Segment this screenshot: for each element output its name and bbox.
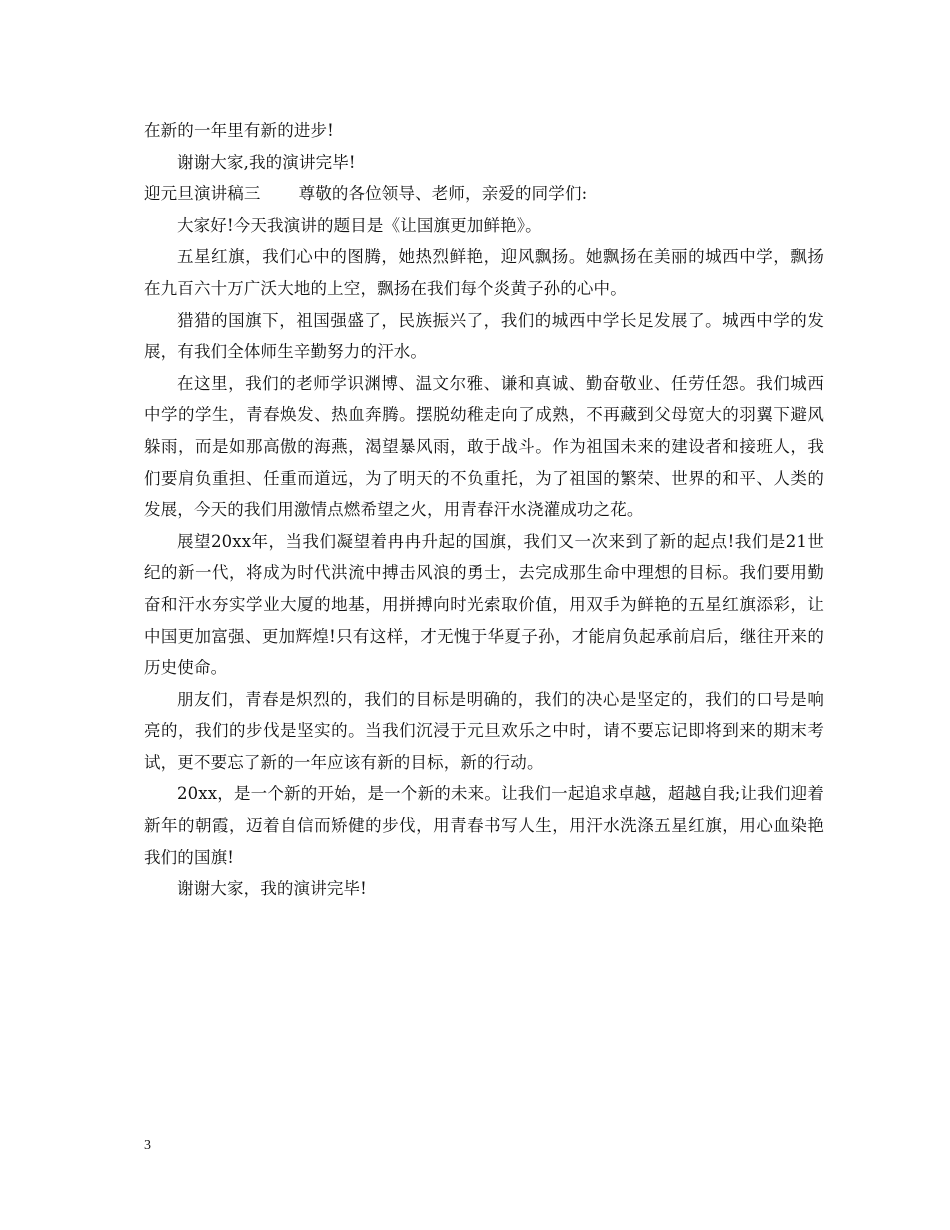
paragraph-thanks-2: 谢谢大家，我的演讲完毕!	[177, 879, 367, 899]
section-heading-line	[144, 178, 824, 210]
document-body	[144, 115, 824, 905]
section-salutation: 尊敬的各位领导、老师，亲爱的同学们:	[298, 184, 588, 204]
paragraph-intro: 大家好!今天我演讲的题目是《让国旗更加鲜艳》。	[177, 215, 542, 235]
page-number: 3	[144, 1138, 151, 1153]
paragraph-outlook: 展望20xx年，当我们凝望着冉冉升起的国旗，我们又一次来到了新的起点!我们是21世纪的新一代，将成为时代洪流中搏击风浪的勇士，去完成那生命中理想的目标。我们要用勤奋和汗水夯实学业大厦的地基，用拼搏向时光索取价值，用双手为鲜艳的五星红旗添彩，让中国更加富强、更加辉煌!只有这样，才无愧于华夏子孙，才能肩负起承前启后，继往开来的历史使命。	[144, 531, 824, 678]
paragraph-thanks-1: 谢谢大家,我的演讲完毕!	[177, 152, 356, 172]
paragraph-new-beginning: 20xx，是一个新的开始，是一个新的未来。让我们一起追求卓越，超越自我;让我们迎着新年的朝霞，迈着自信而矫健的步伐，用青春书写人生，用汗水洗涤五星红旗，用心血染艳我们的国旗!	[144, 784, 824, 867]
paragraph-friends: 朋友们，青春是炽烈的，我们的目标是明确的，我们的决心是坚定的，我们的口号是响亮的，我们的步伐是坚实的。当我们沉浸于元旦欢乐之中时，请不要忘记即将到来的期末考试，更不要忘了新的一年应该有新的目标，新的行动。	[144, 689, 824, 772]
paragraph-flag: 五星红旗，我们心中的图腾，她热烈鲜艳，迎风飘扬。她飘扬在美丽的城西中学，飘扬在九百六十万广沃大地的上空，飘扬在我们每个炎黄子孙的心中。	[144, 247, 824, 298]
paragraph-teachers-students: 在这里，我们的老师学识渊博、温文尔雅、谦和真诚、勤奋敬业、任劳任怨。我们城西中学的学生，青春焕发、热血奔腾。摆脱幼稚走向了成熟，不再藏到父母宽大的羽翼下避风躲雨，而是如那高傲的海燕，渴望暴风雨，敢于战斗。作为祖国未来的建设者和接班人，我们要肩负重担、任重而道远，为了明天的不负重托，为了祖国的繁荣、世界的和平、人类的发展，今天的我们用激情点燃希望之火，用青春汗水浇灌成功之花。	[144, 373, 824, 520]
paragraph-development: 猎猎的国旗下，祖国强盛了，民族振兴了，我们的城西中学长足发展了。城西中学的发展，有我们全体师生辛勤努力的汗水。	[144, 310, 824, 362]
section-title: 迎元旦演讲稿三	[144, 184, 261, 204]
paragraph-continuation: 在新的一年里有新的进步!	[144, 121, 334, 140]
